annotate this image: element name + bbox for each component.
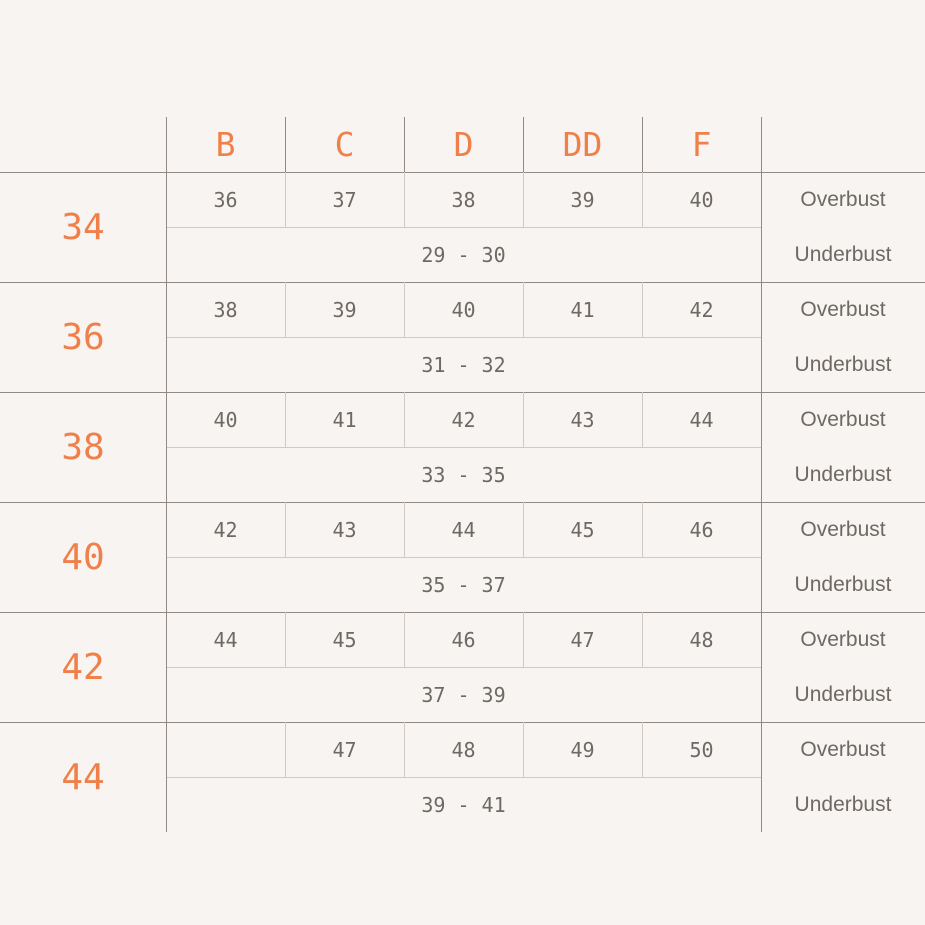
overbust-value: 50 — [689, 737, 714, 762]
overbust-value: 47 — [332, 737, 357, 762]
cup-size-header: DD — [562, 125, 603, 164]
header-divider — [285, 117, 286, 172]
cell-divider — [285, 392, 286, 447]
overbust-value: 38 — [451, 187, 476, 212]
cell-divider — [404, 722, 405, 777]
cell-divider — [404, 392, 405, 447]
cell-divider — [523, 612, 524, 667]
band-size-label: 34 — [61, 206, 105, 248]
overbust-label: Overbust — [800, 517, 886, 541]
cell-divider — [642, 282, 643, 337]
band-size-label: 44 — [61, 756, 105, 798]
overbust-value: 46 — [689, 517, 714, 542]
overbust-value: 46 — [451, 627, 476, 652]
overbust-value: 39 — [570, 187, 595, 212]
overbust-label: Overbust — [800, 187, 886, 211]
cell-divider — [285, 722, 286, 777]
underbust-range: 29 - 30 — [421, 242, 506, 267]
underbust-label: Underbust — [794, 792, 892, 816]
band-size-label: 40 — [61, 536, 105, 578]
cell-divider — [285, 282, 286, 337]
label-column-rule — [761, 172, 762, 832]
overbust-value — [166, 722, 285, 777]
cell-divider — [642, 612, 643, 667]
band-column-rule — [166, 172, 167, 832]
overbust-value: 45 — [332, 627, 357, 652]
cell-divider — [523, 502, 524, 557]
overbust-value: 37 — [332, 187, 357, 212]
cell-divider — [523, 392, 524, 447]
cup-size-header: C — [334, 125, 355, 164]
overbust-value: 40 — [213, 407, 238, 432]
overbust-value: 44 — [689, 407, 714, 432]
overbust-value: 43 — [570, 407, 595, 432]
overbust-value: 48 — [451, 737, 476, 762]
cell-divider — [523, 282, 524, 337]
overbust-value: 49 — [570, 737, 595, 762]
overbust-value: 38 — [213, 297, 238, 322]
cell-divider — [285, 172, 286, 227]
underbust-range: 35 - 37 — [421, 572, 506, 597]
cell-divider — [523, 722, 524, 777]
underbust-label: Underbust — [794, 242, 892, 266]
cell-divider — [285, 612, 286, 667]
underbust-range: 31 - 32 — [421, 352, 506, 377]
cup-size-header: D — [453, 125, 474, 164]
cup-size-header: F — [691, 125, 712, 164]
underbust-range: 39 - 41 — [421, 792, 506, 817]
overbust-value: 42 — [689, 297, 714, 322]
overbust-label: Overbust — [800, 627, 886, 651]
band-size-label: 38 — [61, 426, 105, 468]
overbust-value: 43 — [332, 517, 357, 542]
header-divider — [761, 117, 762, 172]
overbust-value: 42 — [451, 407, 476, 432]
underbust-label: Underbust — [794, 352, 892, 376]
overbust-value: 44 — [451, 517, 476, 542]
overbust-value: 41 — [570, 297, 595, 322]
overbust-value: 41 — [332, 407, 357, 432]
underbust-range: 37 - 39 — [421, 682, 506, 707]
cell-divider — [404, 612, 405, 667]
cell-divider — [285, 502, 286, 557]
underbust-label: Underbust — [794, 572, 892, 596]
cell-divider — [404, 502, 405, 557]
overbust-label: Overbust — [800, 737, 886, 761]
overbust-value: 40 — [689, 187, 714, 212]
overbust-value: 48 — [689, 627, 714, 652]
cell-divider — [642, 502, 643, 557]
band-size-label: 42 — [61, 646, 105, 688]
overbust-value: 36 — [213, 187, 238, 212]
cell-divider — [642, 172, 643, 227]
overbust-label: Overbust — [800, 297, 886, 321]
overbust-value: 40 — [451, 297, 476, 322]
header-divider — [642, 117, 643, 172]
cell-divider — [404, 282, 405, 337]
header-divider — [523, 117, 524, 172]
header-divider — [404, 117, 405, 172]
cup-size-header: B — [215, 125, 236, 164]
underbust-range: 33 - 35 — [421, 462, 506, 487]
overbust-value: 47 — [570, 627, 595, 652]
band-size-label: 36 — [61, 316, 105, 358]
cell-divider — [642, 392, 643, 447]
overbust-label: Overbust — [800, 407, 886, 431]
cell-divider — [404, 172, 405, 227]
overbust-value: 44 — [213, 627, 238, 652]
underbust-label: Underbust — [794, 682, 892, 706]
overbust-value: 45 — [570, 517, 595, 542]
underbust-label: Underbust — [794, 462, 892, 486]
cell-divider — [523, 172, 524, 227]
overbust-value: 39 — [332, 297, 357, 322]
overbust-value: 42 — [213, 517, 238, 542]
header-divider — [166, 117, 167, 172]
cell-divider — [642, 722, 643, 777]
